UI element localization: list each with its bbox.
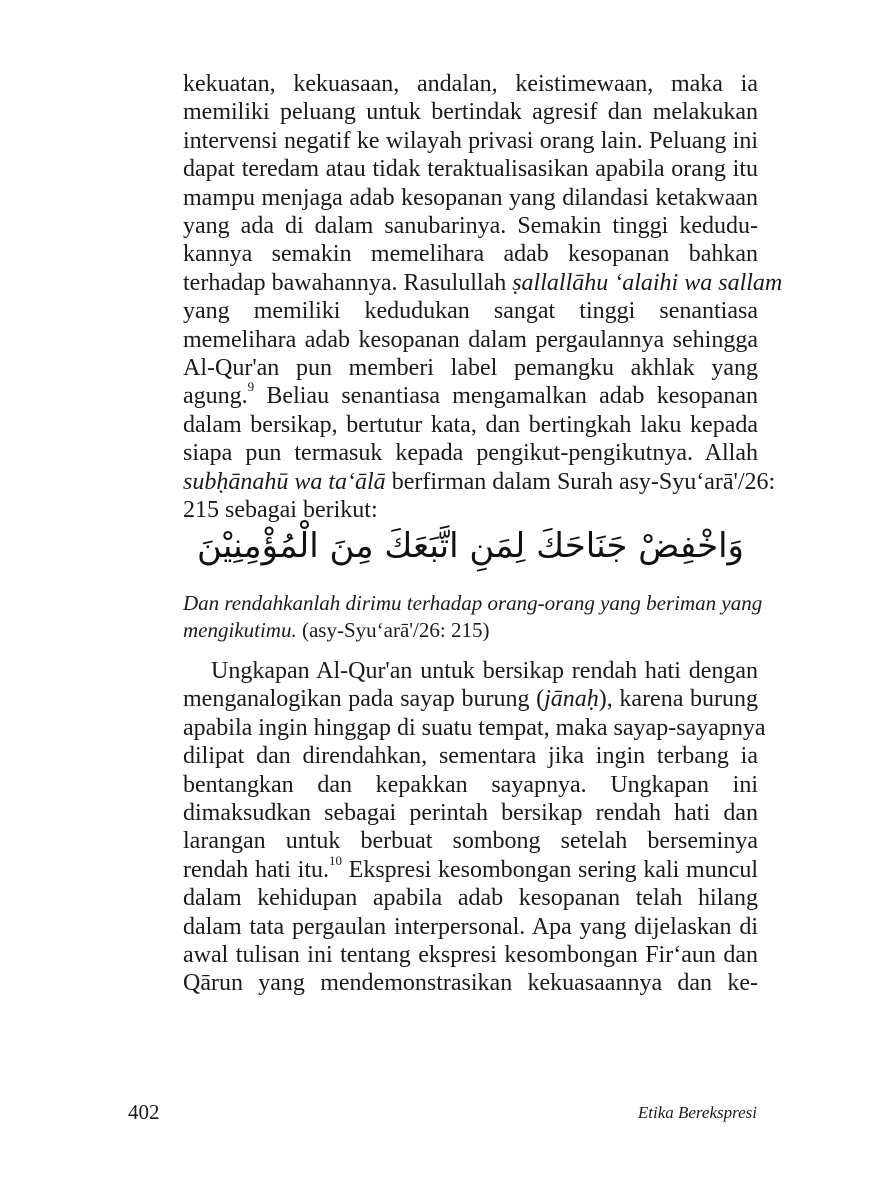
text-line: dalam tata pergaulan interpersonal. Apa yang dijelaskan di (183, 913, 758, 940)
text-segment: Beliau senantiasa mengamalkan adab kesopanan (254, 383, 758, 410)
term-italic: jānaḥ (544, 686, 599, 713)
text-segment: Ekspresi kesombongan sering kali muncul (342, 856, 759, 883)
text-line: yang memiliki kedudukan sangat tinggi senantiasa (183, 298, 758, 325)
text-line: Ungkapan Al-Qur'an untuk bersikap rendah hati dengan (211, 658, 758, 684)
text-segment: terhadap bawahannya. Rasulullah (183, 269, 513, 296)
text-line (183, 617, 758, 644)
text-line: kekuatan, kekuasaan, andalan, keistimewaan, maka ia (183, 71, 758, 97)
text-line: bentangkan dan kepakkan sayapnya. Ungkapan ini (183, 771, 758, 798)
body-paragraph-2 (183, 657, 766, 998)
text-segment: ), karena burung (598, 686, 758, 713)
running-title: Etika Berekspresi (637, 1103, 757, 1122)
text-line: yang ada di dalam sanubarinya. Semakin tinggi kedudu- (183, 213, 758, 240)
text-line: larangan untuk berbuat sombong setelah berseminya (183, 828, 758, 855)
text-segment: menganalogikan pada sayap burung ( (183, 686, 545, 713)
text-line: dilipat dan direndahkan, sementara jika ingin terbang ia (183, 743, 758, 770)
verse-translation (183, 590, 763, 644)
text-line: dapat teredam atau tidak teraktualisasikan apabila orang itu (183, 156, 758, 183)
translation-italic: mengikutimu. (183, 618, 297, 642)
verse-reference: (asy-Syu‘arā'/26: 215) (296, 618, 490, 642)
text-line: siapa pun termasuk kepada pengikut-pengikutnya. Allah (183, 440, 758, 467)
text-segment: rendah hati itu. (183, 856, 329, 883)
text-line: dimaksudkan sebagai perintah bersikap rendah hati dan (183, 800, 758, 827)
text-line (183, 269, 783, 297)
text-line (183, 852, 759, 884)
text-line: apabila ingin hinggap di suatu tempat, maka sayap-sayapnya (183, 714, 766, 741)
text-line (183, 468, 776, 496)
honorific-italic: ṣallallāhu ‘alaihi wa sallam (512, 269, 783, 296)
text-segment: berfirman dalam Surah asy-Syu‘arā'/26: (385, 468, 776, 495)
text-line: memelihara adab kesopanan dalam pergaulannya sehingga (183, 326, 758, 353)
text-line: mampu menjaga adab kesopanan yang dilandasi ketakwaan (183, 184, 758, 211)
arabic-verse: وَاخْفِضْ جَنَاحَكَ لِمَنِ اتَّبَعَكَ مِنَ الْمُؤْمِنِيْنَ (197, 526, 744, 566)
text-line (183, 590, 763, 617)
text-line (183, 685, 758, 713)
honorific-italic: subḥānahū wa ta‘ālā (183, 468, 386, 495)
body-paragraph-1 (183, 70, 783, 525)
text-line: Al-Qur'an pun memberi label pemangku akhlak yang (183, 355, 758, 382)
page-number: 402 (128, 1100, 160, 1124)
text-line: dalam kehidupan apabila adab kesopanan telah hilang (183, 885, 758, 912)
text-line (183, 379, 758, 410)
text-line: awal tulisan ini tentang ekspresi kesombongan Fir‘aun dan (183, 942, 758, 969)
text-segment: agung. (183, 383, 248, 410)
text-line: memiliki peluang untuk bertindak agresif dan melakukan (183, 99, 758, 126)
footnote-marker: 10 (329, 852, 342, 868)
text-line: intervensi negatif ke wilayah privasi orang lain. Peluang ini (183, 127, 758, 154)
text-line: 215 sebagai berikut: (183, 497, 378, 524)
text-line: Qārun yang mendemonstrasikan kekuasaannya dan ke- (183, 970, 758, 997)
footnote-marker: 9 (247, 379, 255, 395)
translation-italic: Dan rendahkanlah dirimu terhadap orang-orang yang beriman yang (183, 591, 763, 615)
text-line: kannya semakin memelihara adab kesopanan bahkan (183, 241, 758, 268)
text-line: dalam bersikap, bertutur kata, dan bertingkah laku kepada (183, 411, 758, 438)
